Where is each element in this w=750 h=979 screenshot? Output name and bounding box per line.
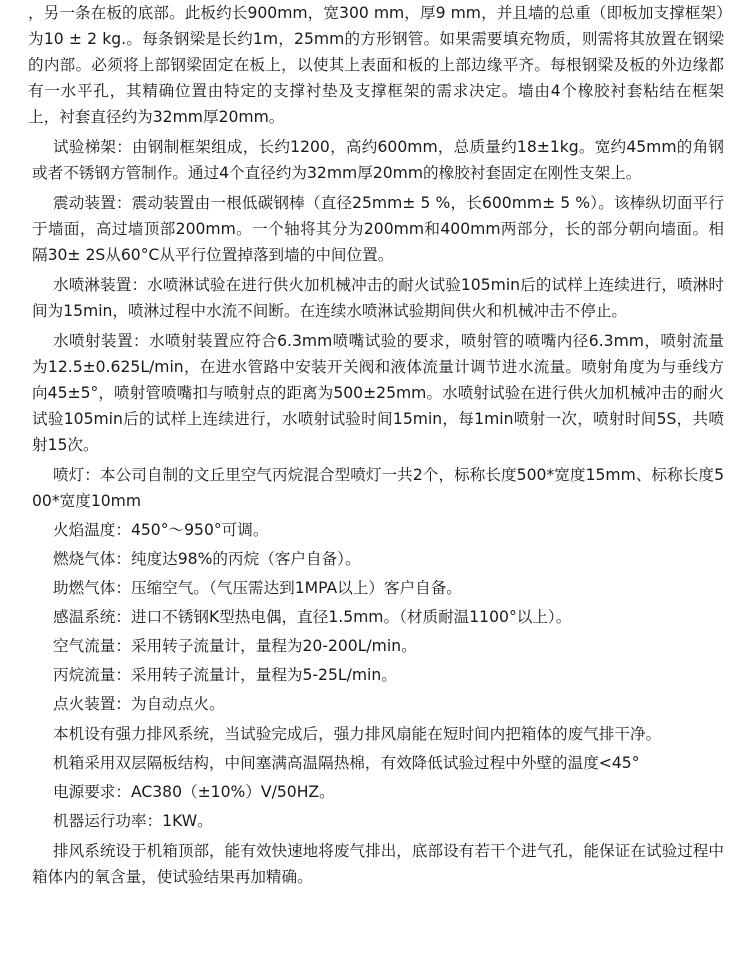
paragraph-exhaust-system: 本机设有强力排风系统，当试验完成后，强力排风扇能在短时间内把箱体的废气排干净。: [53, 725, 662, 743]
spec-flame-temperature: 火焰温度：450°～950°可调。: [53, 521, 269, 539]
spec-temperature-sensing: 感温系统：进口不锈钢K型热电偶，直径1.5mm。（材质耐温1100°以上）。: [53, 608, 572, 626]
paragraph-test-ladder: 试验梯架：由钢制框架组成，长约1200，高约600mm，总质量约18±1kg。宽约45mm的角钢或者不锈钢方管制作。通过4个直径约为32mm厚20mm的橡胶衬套固定在刚性支架上。: [32, 138, 724, 182]
paragraph-water-jet: 水喷射装置：水喷射装置应符合6.3mm喷嘴试验的要求，喷射管的喷嘴内径6.3mm，喷射流量为12.5±0.625L/min，在进水管路中安装开关阀和液体流量计调节进水流量。喷射角度为与垂线方向45±5°，喷射管喷嘴扣与喷射点的距离为500±25mm。水喷射试验在进行供火加机械冲击的耐火试验105min后的试样上连续进行，水喷射试验时间15min，每1min喷射一次，喷射时间5S，共喷射15次。: [32, 332, 724, 454]
paragraph-exhaust-location: 排风系统设于机箱顶部，能有效快速地将废气排出，底部设有若干个进气孔，能保证在试验过程中箱体内的氧含量，使试验结果再加精确。: [32, 842, 724, 886]
paragraph-water-spray: 水喷淋装置：水喷淋试验在进行供火加机械冲击的耐火试验105min后的试样上连续进行，喷淋时间为15min，喷淋过程中水流不间断。在连续水喷淋试验期间供火和机械冲击不停止。: [32, 276, 724, 320]
paragraph-vibration-device: 震动装置：震动装置由一根低碳钢棒（直径25mm± 5 %，长600mm± 5 %）。该棒纵切面平行于墙面，高过墙顶部200mm。一个轴将其分为200mm和400mm两部分，长的部分朝向墙面。相隔30± 2S从60°C从平行位置掉落到墙的中间位置。: [32, 194, 724, 264]
spec-cabinet-structure: 机箱采用双层隔板结构，中间塞满高温隔热棉，有效降低试验过程中外壁的温度<45°: [53, 754, 640, 772]
spec-propane-flow: 丙烷流量：采用转子流量计，量程为5-25L/min。: [53, 666, 397, 684]
spec-power-supply: 电源要求：AC380（±10%）V/50HZ。: [53, 783, 335, 801]
paragraph-torch: 喷灯：本公司自制的文丘里空气丙烷混合型喷灯一共2个，标称长度500*宽度15mm、标称长度500*宽度10mm: [32, 466, 724, 510]
spec-ignition: 点火装置：为自动点火。: [53, 695, 225, 713]
spec-combustion-air: 助燃气体：压缩空气。（气压需达到1MPA以上）客户自备。: [53, 579, 462, 597]
spec-power-rating: 机器运行功率：1KW。: [53, 812, 213, 830]
spec-air-flow: 空气流量：采用转子流量计，量程为20-200L/min。: [53, 637, 417, 655]
paragraph-wall-description: ，另一条在板的底部。此板约长900mm，宽300 mm，厚9 mm，并且墙的总重（即板加支撑框架）为10 ± 2 kg.。每条钢梁是长约1m，25mm的方形钢管。如果需要填充物质，则需将其放置在钢梁的内部。必须将上部钢梁固定在板上，以使其上表面和板的上部边缘平齐。每根钢梁及板的外边缘都有一水平孔，其精确位置由特定的支撑衬垫及支撑框架的需求决定。墙由4个橡胶衬套粘结在框架上，衬套直径约为32mm厚20mm。: [28, 4, 724, 126]
spec-fuel-gas: 燃烧气体：纯度达98%的丙烷（客户自备）。: [53, 550, 361, 568]
